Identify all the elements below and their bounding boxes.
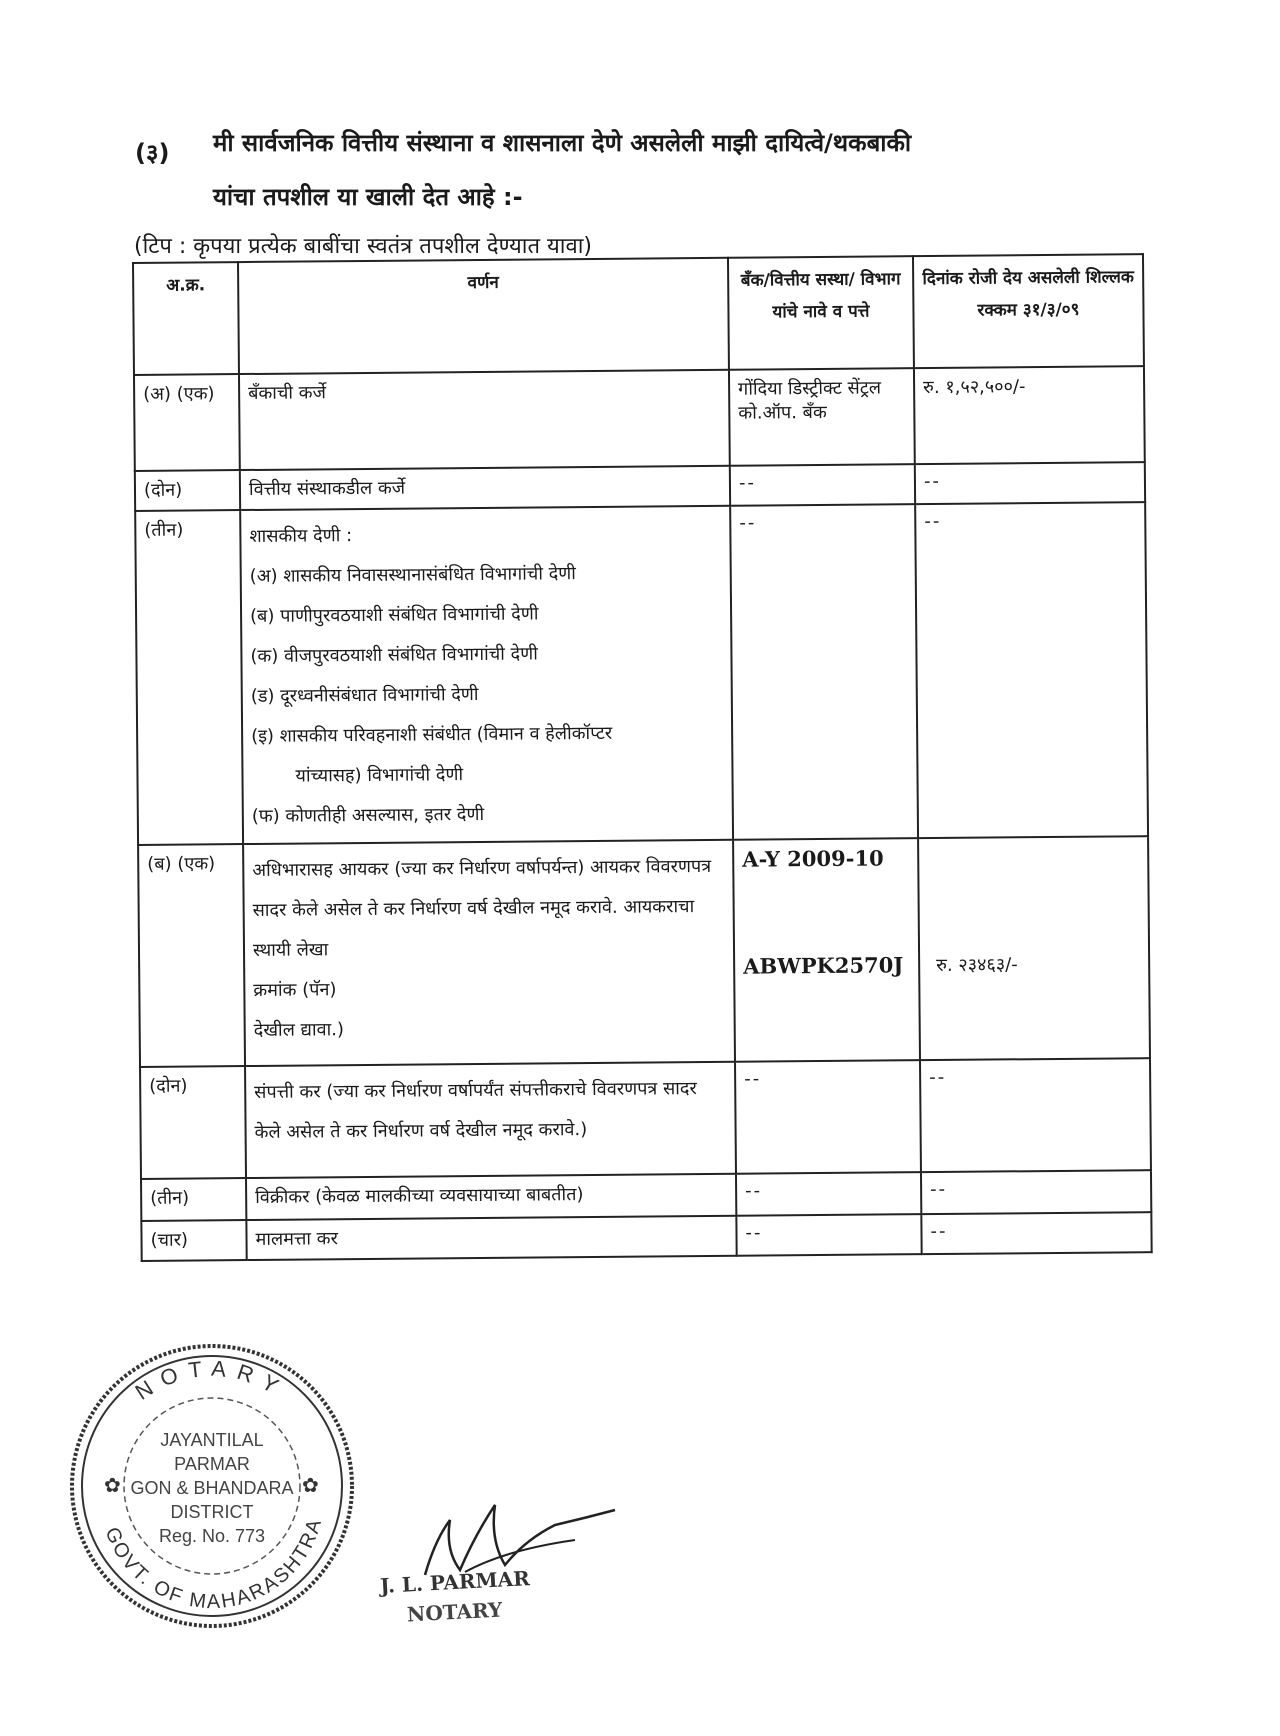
notary-stamp [62, 1336, 362, 1636]
table-row [134, 366, 1145, 471]
row-serial: (तीन) [141, 1178, 246, 1221]
govt-dues-title: शासकीय देणी : [249, 525, 353, 547]
section-heading-line-1: मी सार्वजनिक वित्तीय संस्थाना व शासनाला देणे असलेली माझी दायित्वे/थकबाकी [213, 129, 912, 157]
header-amount: दिनांक रोजी देय असलेली शिल्लक रक्कम ३१/३/०९ [913, 254, 1144, 368]
row-bank: -- [736, 1172, 921, 1216]
stamp-line-4: DISTRICT [170, 1502, 254, 1522]
notary-name: J. L. PARMAR [379, 1566, 531, 1598]
list-item: (ब) पाणीपुरवठयाशी संबंधित विभागांची देणी [250, 603, 539, 627]
row-serial: (चार) [141, 1220, 246, 1261]
header-serial: अ.क्र. [133, 262, 239, 375]
list-item: (इ) शासकीय परिवहनाशी संबंधीत (विमान व हेलीकॉप्टर [251, 722, 613, 747]
liabilities-table [132, 253, 1153, 1262]
list-item: (ड) दूरध्वनीसंबंधात विभागांची देणी [250, 683, 479, 707]
row-bank: -- [730, 464, 915, 506]
svg-text:✿: ✿ [104, 1473, 121, 1497]
row-bank: -- [730, 504, 918, 840]
svg-text:✿: ✿ [302, 1473, 319, 1497]
section-heading-line-2: यांचा तपशील या खाली देत आहे :- [213, 183, 523, 211]
list-item: (फ) कोणतीही असल्यास, इतर देणी [251, 803, 485, 827]
row-serial: (दोन) [135, 470, 240, 511]
header-bank: बँक/वित्तीय सस्था/ विभाग यांचे नावे व पत्ते [728, 256, 914, 370]
row-description: मालमत्ता कर [246, 1216, 736, 1260]
section-number: (३) [135, 139, 170, 167]
row-bank: -- [736, 1214, 921, 1256]
list-item: (अ) शासकीय निवासस्थानासंबंधित विभागांची देणी [249, 563, 576, 587]
row-description [240, 506, 733, 844]
list-item: (क) वीजपुरवठयाशी संबंधित विभागांची देणी [250, 643, 538, 667]
row-amount: रु. १,५२,५००/- [914, 366, 1145, 464]
row-amount: -- [920, 1058, 1151, 1172]
row-amount: -- [915, 462, 1145, 504]
row-serial: (अ) (एक) [134, 374, 240, 471]
row-amount: -- [915, 502, 1148, 838]
row-serial: (ब) (एक) [138, 844, 245, 1067]
table-row [140, 1058, 1151, 1179]
instruction-note: (टिप : कृपया प्रत्येक बाबींचा स्वतंत्र तपशील देण्यात यावा) [134, 234, 593, 259]
notary-title: NOTARY [406, 1597, 503, 1627]
stamp-line-1: JAYANTILAL [160, 1430, 264, 1450]
row-amount: -- [921, 1212, 1151, 1254]
row-bank: गोंदिया डिस्ट्रीक्ट सेंट्रल को.ऑप. बँक [729, 368, 915, 466]
row-description: संपत्ती कर (ज्या कर निर्धारण वर्षापर्यंत संपत्तीकराचे विवरणपत्र सादर केले असेल ते कर निर्धारण वर्ष देखील नमूद करावे.) [245, 1062, 736, 1178]
row-description: बँकाची कर्जे [239, 370, 730, 470]
govt-dues-list [249, 513, 724, 837]
pan-number: ABWPK2570J [743, 952, 904, 979]
row-description: विक्रीकर (केवळ मालकीच्या व्यवसायाच्या बाबतीत) [246, 1174, 736, 1220]
pan-label: क्रमांक (पॅन) [253, 979, 337, 1001]
row-bank: -- [735, 1060, 921, 1174]
table-row [141, 1212, 1151, 1261]
pan-label-end: देखील द्यावा.) [253, 1019, 345, 1041]
income-tax-amount: रु. २३४६३/- [936, 954, 1018, 977]
row-description [243, 840, 735, 1066]
header-description: वर्णन [238, 258, 729, 374]
row-bank [733, 838, 920, 1062]
stamp-line-2: PARMAR [174, 1454, 250, 1474]
table-header-row [133, 254, 1144, 375]
list-item: यांच्यासह) विभागांची देणी [295, 764, 464, 787]
stamp-line-5: Reg. No. 773 [158, 1526, 266, 1546]
table-row [135, 502, 1148, 845]
stamp-line-3: GON & BHANDARA [130, 1478, 294, 1498]
income-tax-description: अधिभारासह आयकर (ज्या कर निर्धारण वर्षापर्यन्त) आयकर विवरणपत्र सादर केले असेल ते कर निर्धारण वर्ष देखील नमूद करावे. आयकराचा स्थायी लेखा [252, 855, 712, 961]
notary-seal-icon [62, 1336, 362, 1636]
row-amount: -- [921, 1170, 1151, 1214]
table-row [138, 836, 1150, 1067]
stamp-bottom-text: GOVT. OF MAHARASHTRA [100, 1515, 327, 1614]
stamp-top-text: NOTARY [130, 1355, 292, 1405]
row-serial: (तीन) [135, 510, 243, 845]
assessment-year: A-Y 2009-10 [742, 845, 884, 872]
row-amount [918, 836, 1150, 1060]
row-description: वित्तीय संस्थाकडील कर्जे [240, 466, 730, 510]
row-serial: (दोन) [140, 1066, 246, 1179]
